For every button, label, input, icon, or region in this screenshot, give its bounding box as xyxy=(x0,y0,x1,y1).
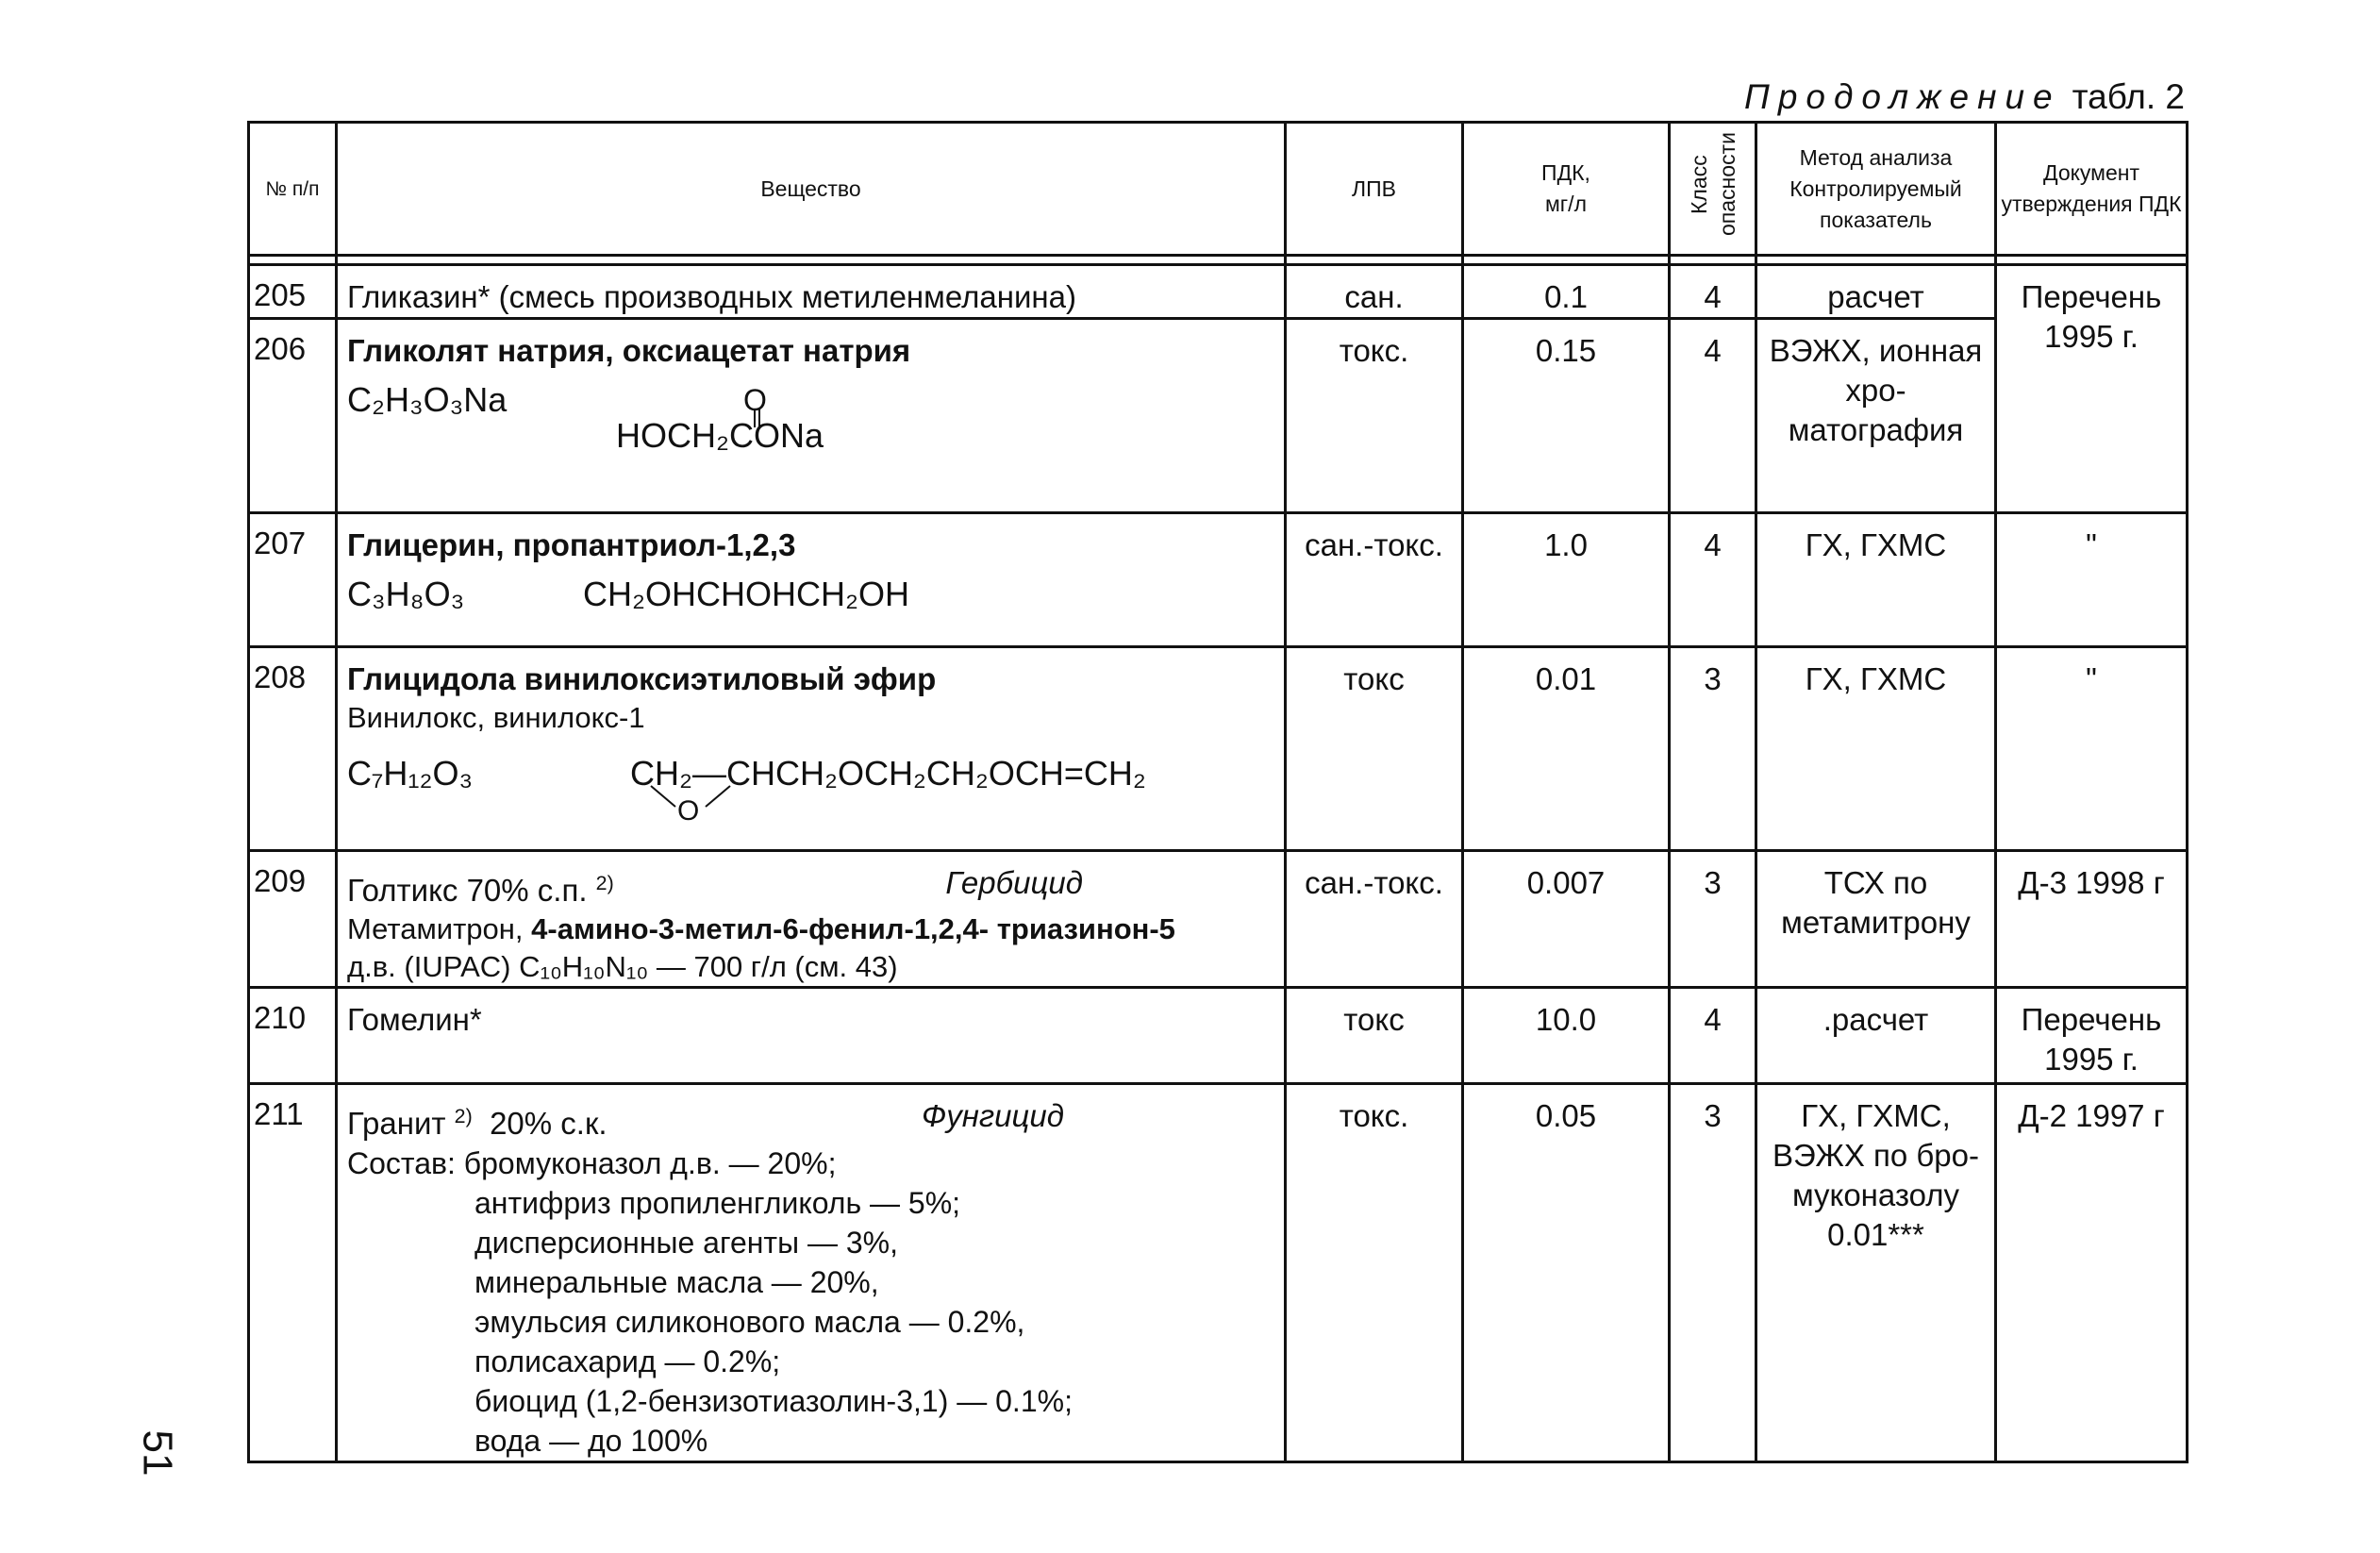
composition-line: биоцид (1,2-бензизотиазолин-3,1) — 0.1%; xyxy=(474,1384,1073,1418)
active-substance-name: Метамитрон, xyxy=(347,912,524,945)
header-class-label: Класс опасности xyxy=(1686,132,1739,237)
row-class: 4 xyxy=(1670,319,1756,513)
product-kind: Фунгицид xyxy=(922,1098,1064,1133)
row-lpv: токс. xyxy=(1286,1084,1463,1462)
product-form: 20% с.к. xyxy=(490,1106,607,1141)
formula-line xyxy=(347,575,1274,614)
header-pdk-unit: мг/л xyxy=(1544,192,1587,216)
caption-table-ref: табл. 2 xyxy=(2072,77,2185,116)
header-lpv: ЛПВ xyxy=(1286,123,1463,256)
row-doc: Перечень 1995 г. xyxy=(1996,265,2188,513)
header-method: Метод анализа Контролируемый показатель xyxy=(1756,123,1996,256)
row-pdk: 0.15 xyxy=(1463,319,1670,513)
header-doc: Документ утверждения ПДК xyxy=(1996,123,2188,256)
header-num: № п/п xyxy=(249,123,337,256)
structural-formula xyxy=(630,754,1146,827)
substance-synonyms: Винилокс, винилокс-1 xyxy=(347,701,645,734)
row-class: 3 xyxy=(1670,1084,1756,1462)
row-substance xyxy=(337,647,1286,851)
row-num: 205 xyxy=(249,265,337,319)
row-num: 207 xyxy=(249,513,337,647)
footnote-mark: 2) xyxy=(454,1105,473,1127)
row-num: 208 xyxy=(249,647,337,851)
row-substance: Гомелин* xyxy=(337,988,1286,1084)
gap-cell xyxy=(1286,256,1463,265)
row-doc: Д-3 1998 г xyxy=(1996,851,2188,988)
row-class: 3 xyxy=(1670,851,1756,988)
row-pdk: 1.0 xyxy=(1463,513,1670,647)
row-class: 4 xyxy=(1670,513,1756,647)
row-pdk: 0.007 xyxy=(1463,851,1670,988)
row-class: 4 xyxy=(1670,988,1756,1084)
row-pdk: 0.05 xyxy=(1463,1084,1670,1462)
table-caption xyxy=(1744,77,2185,117)
structural-formula xyxy=(616,383,1274,456)
formula-gross: C₂H₃O₃Na xyxy=(347,380,508,419)
row-num: 211 xyxy=(249,1084,337,1462)
row-doc: Д-2 1997 г xyxy=(1996,1084,2188,1462)
row-doc: " xyxy=(1996,647,2188,851)
epoxide-ring-bonds xyxy=(630,782,743,820)
gap-cell xyxy=(1670,256,1756,265)
row-num: 210 xyxy=(249,988,337,1084)
row-doc: Перечень 1995 г. xyxy=(1996,988,2188,1084)
composition-line: Состав: бромуконазол д.в. — 20%; xyxy=(347,1146,837,1180)
row-method: .расчет xyxy=(1756,988,1996,1084)
row-method: ГХ, ГХМС xyxy=(1756,513,1996,647)
gap-cell xyxy=(1756,256,1996,265)
formula-structural: CH₂OHCHOHCH₂OH xyxy=(583,575,909,613)
gap-cell xyxy=(1996,256,2188,265)
formula-structural: CH₂—CHCH₂OCH₂CH₂OCH=CH₂ xyxy=(630,754,1146,793)
row-method: ГХ, ГХМС, ВЭЖХ по бро-муконазолу 0.01*** xyxy=(1756,1084,1996,1462)
epoxide-oxygen: O xyxy=(677,795,700,827)
caption-continuation: Продолжение xyxy=(1744,77,2061,116)
substance-name: Гликолят натрия, оксиацетат натрия xyxy=(347,333,911,368)
active-substance-iupac: 4-амино-3-метил-6-фенил-1,2,4- триазинон-5 xyxy=(531,912,1175,945)
composition-line: вода — до 100% xyxy=(474,1424,708,1458)
table-row xyxy=(249,988,2188,1084)
substance-name: Глицидола винилоксиэтиловый эфир xyxy=(347,661,937,696)
table-row xyxy=(249,319,2188,513)
header-substance: Вещество xyxy=(337,123,1286,256)
row-method: расчет xyxy=(1756,265,1996,319)
composition-line: минеральные масла — 20%, xyxy=(474,1265,879,1299)
table-row xyxy=(249,851,2188,988)
row-lpv: токс. xyxy=(1286,319,1463,513)
header-pdk xyxy=(1463,123,1670,256)
formula-line xyxy=(347,380,1274,420)
active-substance-line xyxy=(347,910,1274,948)
active-substance-content: д.в. (IUPAC) C₁₀H₁₀N₁₀ — 700 г/л (см. 43) xyxy=(347,950,898,983)
formula-gross: C₇H₁₂O₃ xyxy=(347,754,474,793)
table-row xyxy=(249,265,2188,319)
row-substance: Гликазин* (смесь производных метиленмеланина) xyxy=(337,265,1286,319)
row-pdk: 10.0 xyxy=(1463,988,1670,1084)
row-pdk: 0.1 xyxy=(1463,265,1670,319)
table-row xyxy=(249,513,2188,647)
product-line xyxy=(347,1096,1064,1144)
row-class: 3 xyxy=(1670,647,1756,851)
product-name: Голтикс 70% с.п. xyxy=(347,873,588,908)
substance-name: Глицерин, пропантриол-1,2,3 xyxy=(347,527,796,562)
gap-cell xyxy=(1463,256,1670,265)
footnote-mark: 2) xyxy=(595,872,614,894)
row-lpv: токс xyxy=(1286,988,1463,1084)
table-row xyxy=(249,647,2188,851)
formula-line xyxy=(347,754,1274,827)
row-lpv: сан.-токс. xyxy=(1286,513,1463,647)
product-name-wrap xyxy=(347,863,614,910)
row-method: ТСХ по метамитрону xyxy=(1756,851,1996,988)
header-class xyxy=(1670,123,1756,256)
composition-line: антифриз пропиленгликоль — 5%; xyxy=(474,1186,961,1220)
header-row xyxy=(249,123,2188,256)
composition-line: дисперсионные агенты — 3%, xyxy=(474,1226,898,1260)
row-substance xyxy=(337,319,1286,513)
row-substance xyxy=(337,1084,1286,1462)
row-num: 206 xyxy=(249,319,337,513)
product-name-wrap xyxy=(347,1096,607,1144)
composition-line: полисахарид — 0.2%; xyxy=(474,1344,781,1378)
header-gap xyxy=(249,256,2188,265)
row-lpv: сан.-токс. xyxy=(1286,851,1463,988)
product-kind: Гербицид xyxy=(945,865,1083,900)
formula-structural: HOCH₂CONa xyxy=(616,416,824,455)
row-lpv: токс xyxy=(1286,647,1463,851)
gap-cell xyxy=(337,256,1286,265)
composition-line: эмульсия силиконового масла — 0.2%, xyxy=(474,1305,1025,1339)
row-substance xyxy=(337,513,1286,647)
row-method: ГХ, ГХМС xyxy=(1756,647,1996,851)
row-class: 4 xyxy=(1670,265,1756,319)
row-method: ВЭЖХ, ионная хро-матография xyxy=(1756,319,1996,513)
substances-table xyxy=(247,121,2189,1463)
gap-cell xyxy=(249,256,337,265)
row-num: 209 xyxy=(249,851,337,988)
row-pdk: 0.01 xyxy=(1463,647,1670,851)
row-substance xyxy=(337,851,1286,988)
row-lpv: сан. xyxy=(1286,265,1463,319)
page-number: 51 xyxy=(134,1429,181,1477)
formula-gross: C₃H₈O₃ xyxy=(347,575,465,613)
row-doc: " xyxy=(1996,513,2188,647)
double-bond xyxy=(754,409,760,427)
product-name: Гранит xyxy=(347,1106,446,1141)
carbonyl-oxygen: O xyxy=(743,383,767,417)
product-line xyxy=(347,863,1083,910)
table-row xyxy=(249,1084,2188,1462)
header-pdk-label: ПДК, xyxy=(1541,160,1590,185)
